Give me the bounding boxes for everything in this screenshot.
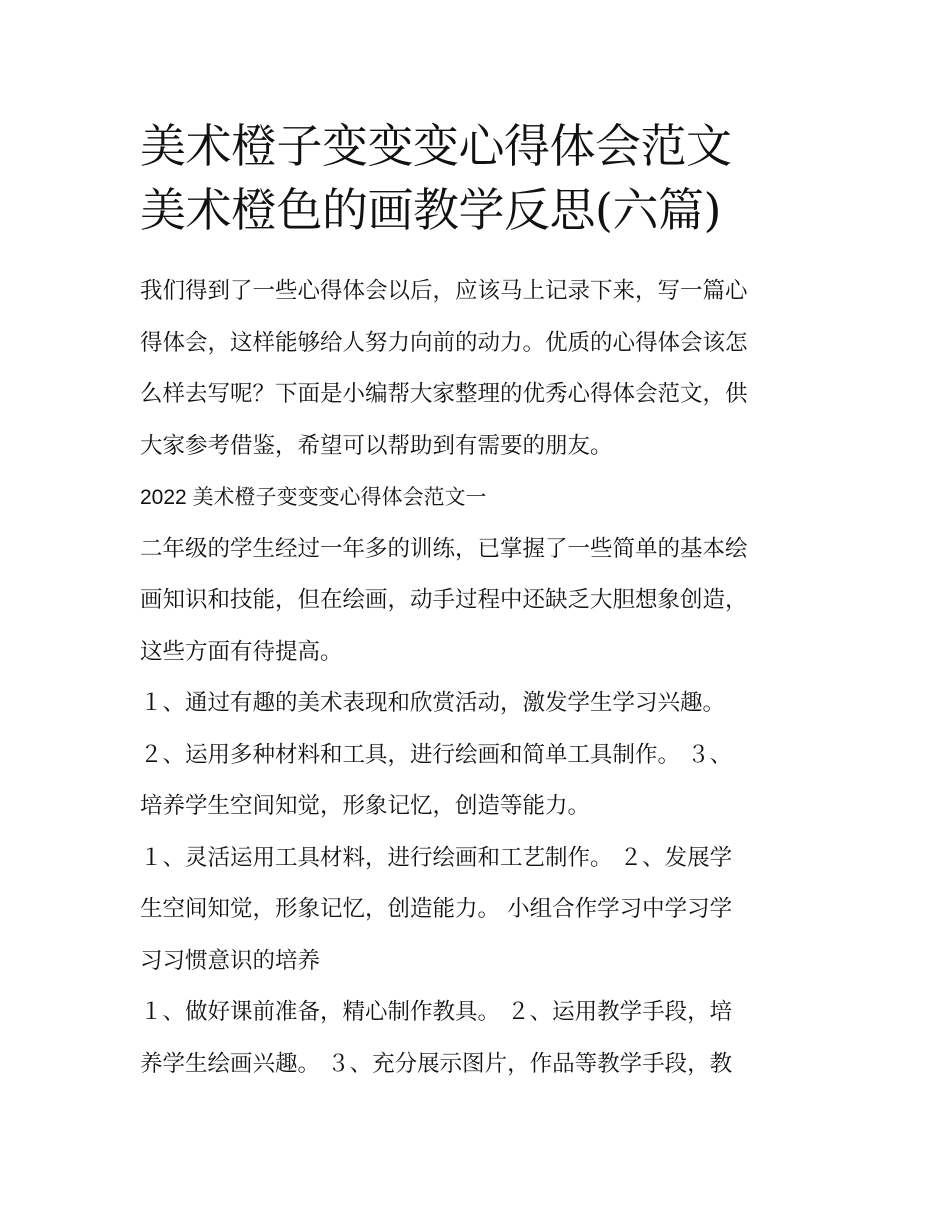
body-line-5: ２、运用多种材料和工具，进行绘画和简单工具制作。 ３、 xyxy=(140,741,733,768)
body-line-3: 这些方面有待提高。 xyxy=(140,638,343,665)
document-title-line-2: 美术橙色的画教学反思(六篇) xyxy=(140,183,721,237)
document-content xyxy=(140,114,820,1090)
body-line-4: １、通过有趣的美术表现和欣赏活动，激发学生学习兴趣。 xyxy=(140,690,726,716)
intro-line-3: 么样去写呢？下面是小编帮大家整理的优秀心得体会范文，供 xyxy=(140,381,748,407)
body-line-7: １、灵活运用工具材料，进行绘画和工艺制作。 ２、发展学 xyxy=(140,844,733,871)
document-title-line-1: 美术橙子变变变心得体会范文 xyxy=(140,119,732,173)
intro-line-2: 得体会，这样能够给人努力向前的动力。优质的心得体会该怎 xyxy=(140,329,748,356)
body-line-1: 二年级的学生经过一年多的训练，已掌握了一些简单的基本绘 xyxy=(140,535,748,562)
body-line-9: 习习惯意识的培养 xyxy=(140,947,321,974)
body-line-2: 画知识和技能，但在绘画，动手过程中还缺乏大胆想象创造， xyxy=(140,587,748,613)
body-line-11: 养学生绘画兴趣。 ３、充分展示图片，作品等教学手段，教 xyxy=(140,1050,733,1077)
body-line-10: １、做好课前准备，精心制作教具。 ２、运用教学手段，培 xyxy=(140,999,733,1025)
section-heading: 2022 美术橙子变变变心得体会范文一 xyxy=(140,486,487,509)
body-line-8: 生空间知觉，形象记忆，创造能力。 小组合作学习中学习学 xyxy=(140,896,733,922)
intro-line-4: 大家参考借鉴，希望可以帮助到有需要的朋友。 xyxy=(140,432,613,459)
body-line-6: 培养学生空间知觉，形象记忆，创造等能力。 xyxy=(140,793,591,819)
intro-line-1: 我们得到了一些心得体会以后，应该马上记录下来，写一篇心 xyxy=(140,278,748,304)
